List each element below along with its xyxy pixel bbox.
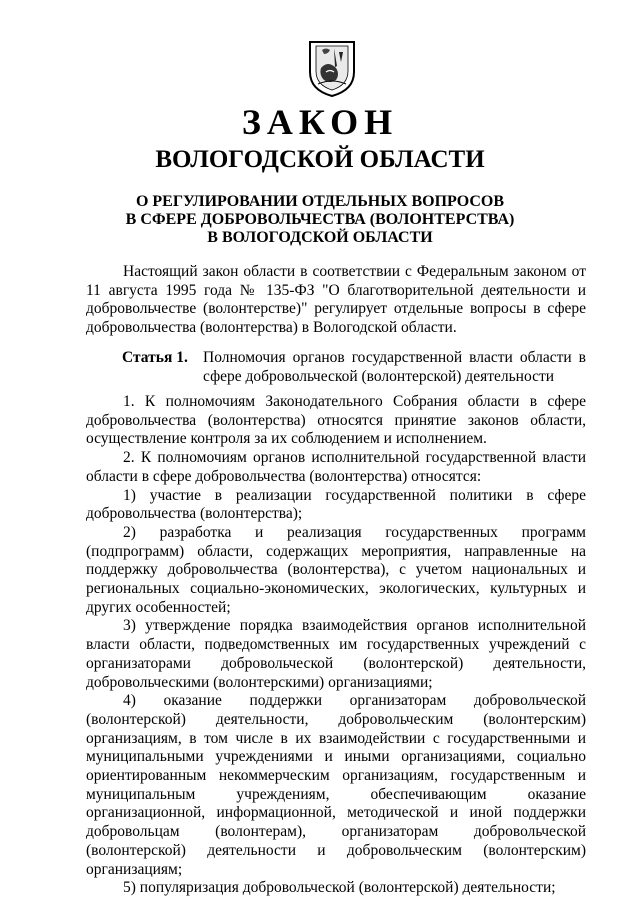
article-title: Полномочия органов государственной власти области в сфере добровольческой (волонтерской) деятельности bbox=[203, 349, 586, 385]
region-title: ВОЛОГОДСКОЙ ОБЛАСТИ bbox=[155, 146, 485, 173]
subtitle-line: О РЕГУЛИРОВАНИИ ОТДЕЛЬНЫХ ВОПРОСОВ bbox=[135, 193, 505, 210]
paragraph: 4) оказание поддержки организаторам добровольческой (волонтерской) деятельности, добровольческим (волонтерским) организациям, в том числе в их взаимодействии с государственными и муниципальными учреждениями и иными организациями, социально ориентированным некоммерческим организациям, государственным и муниципальным учреждениям, обеспечивающим оказание организационной, информационной, методической и иной поддержки добровольцам (волонтерам), организаторам добровольческой (волонтерской) деятельности и добровольческим (волонтерским) организациям; bbox=[86, 692, 586, 878]
paragraph: 3) утверждение порядка взаимодействия органов исполнительной власти области, подведомственных им государственных учреждений с организаторами добровольческой (волонтерской) деятельности, добровольческими (волонтерскими) организациями; bbox=[86, 617, 586, 691]
paragraph: 2) разработка и реализация государственных программ (подпрограмм) области, содержащих мероприятия, направленные на поддержку добровольчества (волонтерства), с учетом национальных и региональных социально-экономических, экологических, культурных и других особенностей; bbox=[86, 523, 586, 616]
preamble bbox=[86, 263, 586, 338]
subtitle-line: В ВОЛОГОДСКОЙ ОБЛАСТИ bbox=[207, 229, 433, 246]
paragraph: 2. К полномочиям органов исполнительной государственной власти области в сфере добровольчества (волонтерства) относятся: bbox=[86, 449, 586, 485]
article-body bbox=[86, 393, 586, 898]
vologda-coat-of-arms-icon bbox=[306, 38, 358, 98]
preamble-text: Настоящий закон области в соответствии с Федеральным законом от 11 августа 1995 года № 135-ФЗ "О благотворительной деятельности и добровольчестве (волонтерстве)" регулирует отдельные вопросы в сфере добровольчества (волонтерства) в Вологодской области. bbox=[86, 263, 586, 337]
paragraph: 1) участие в реализации государственной политики в сфере добровольчества (волонтерства); bbox=[86, 486, 586, 523]
paragraph: 5) популяризация добровольческой (волонтерской) деятельности; bbox=[123, 879, 556, 897]
subtitle-line: В СФЕРЕ ДОБРОВОЛЬЧЕСТВА (ВОЛОНТЕРСТВА) bbox=[125, 211, 515, 228]
law-subtitle bbox=[0, 193, 640, 247]
article-label: Статья 1. bbox=[122, 349, 188, 366]
paragraph: 1. К полномочиям Законодательного Собрания области в сфере добровольчества (волонтерства) относятся принятие законов области, осуществление контроля за их соблюдением и исполнением. bbox=[86, 393, 586, 448]
law-title: ЗАКОН bbox=[241, 102, 399, 142]
